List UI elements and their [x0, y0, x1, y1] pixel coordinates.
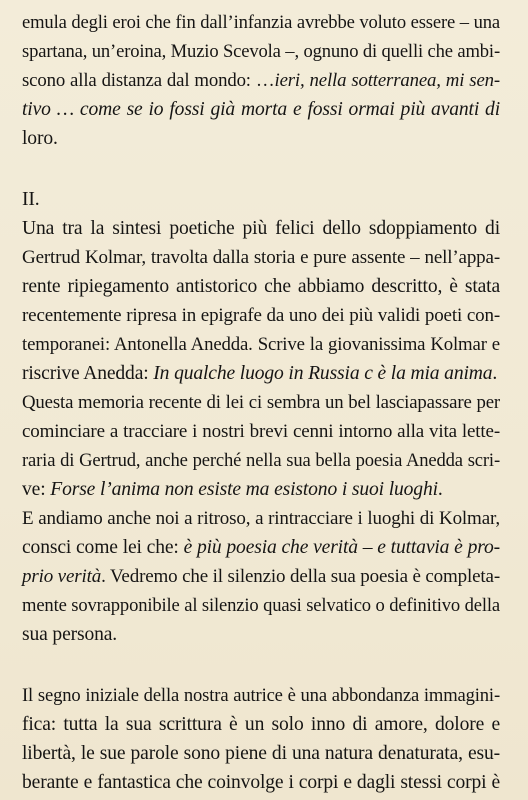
italic-quote: è più poesia che verità – e tuttavia è pro- [183, 537, 500, 558]
paragraph-2-line-12 [22, 533, 500, 562]
italic-quote: … come se io fossi già morta e fossi ormai più avanti di [50, 99, 500, 120]
paragraph-2-line-13 [22, 562, 500, 591]
paragraph-2-line-1: Una tra la sintesi poetiche più felici dello sdoppiamento di [22, 218, 500, 239]
paragraph-2-line-4: recentemente ripresa in epigrafe da uno dei più validi poeti con- [22, 305, 500, 326]
text-run: . [437, 479, 443, 500]
paragraph-3-line-1: Il segno iniziale della nostra autrice è una abbondanza immagini- [22, 685, 500, 706]
paragraph-2-line-11: E andiamo anche noi a ritroso, a rintracciare i luoghi di Kolmar, [22, 508, 500, 529]
paragraph-2-line-5: temporanei: Antonella Anedda. Scrive la giovanissima Kolmar e [22, 334, 500, 355]
text-run: consci come lei che: [22, 537, 184, 558]
italic-quote: tivo [22, 99, 51, 120]
text-run: . [492, 363, 498, 384]
text-run: riscrive Anedda: [22, 363, 154, 384]
paragraph-2-line-6 [22, 359, 500, 388]
paragraph-3-line-4: berante e fantastica che coinvolge i corpi e dagli stessi corpi è [22, 772, 500, 793]
paragraph-1-line-3 [22, 66, 500, 95]
section-numeral: II. [22, 189, 40, 210]
paragraph-1-line-2: spartana, un’eroina, Muzio Scevola –, ognuno di quelli che ambi- [22, 41, 500, 62]
paragraph-2-line-10 [22, 475, 500, 504]
italic-quote: In qualche luogo in Russia c è la mia anima [153, 363, 493, 384]
paragraph-3-line-3: libertà, le sue parole sono piene di una natura denaturata, esu- [22, 743, 500, 764]
paragraph-2-line-9: raria di Gertrud, anche perché nella sua bella poesia Anedda scri- [22, 450, 500, 471]
text-run: scono alla distanza dal mondo: … [22, 70, 275, 91]
paragraph-1-line-1: emula degli eroi che fin dall’infanzia avrebbe voluto essere – una [22, 12, 500, 33]
paragraph-2-line-3: rente ripiegamento antistorico che abbiamo descritto, è stata [22, 276, 500, 297]
text-run: . Vedremo che il silenzio della sua poesia è completa- [101, 566, 501, 587]
paragraph-1-line-4 [22, 95, 500, 124]
italic-quote: Forse l’anima non esiste ma esistono i suoi luoghi [50, 479, 438, 500]
italic-quote: ieri, nella sotterranea, mi sen- [274, 70, 500, 91]
paragraph-2-line-15: sua persona. [22, 624, 118, 645]
paragraph-2-line-2: Gertrud Kolmar, travolta dalla storia e pure assente – nell’appa- [22, 247, 500, 268]
paragraph-3-line-2: fica: tutta la sua scrittura è un solo inno di amore, dolore e [22, 714, 500, 735]
paragraph-2-line-14: mente sovrapponibile al silenzio quasi selvatico o definitivo della [22, 595, 500, 616]
paragraph-1-line-5: loro. [22, 128, 58, 149]
paragraph-2-line-7: Questa memoria recente di lei ci sembra un bel lasciapassare per [22, 392, 500, 413]
italic-quote: prio verità [22, 566, 102, 587]
text-run: ve: [22, 479, 51, 500]
paragraph-2-line-8: cominciare a tracciare i nostri brevi cenni intorno alla vita lette- [22, 421, 500, 442]
